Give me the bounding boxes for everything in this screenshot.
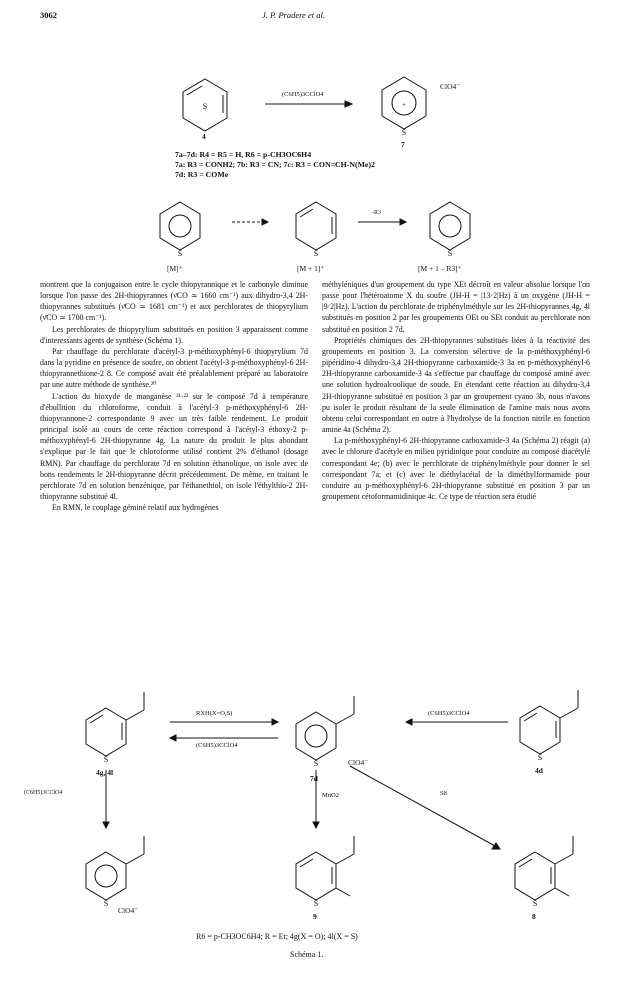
scheme-legend: R6 = p-CH3OC6H4; R = Et; 4g(X = O); 4l(X = S): [196, 932, 358, 941]
definition-line: 7d: R3 = COMe: [175, 170, 229, 179]
paragraph: La p-méthoxyphényl-6 2H-thiopyranne carboxamide-3 4a (Schéma 2) réagit (a) avec le chlorure d'acétyle en milieu pyridinique pour conduire au composé diacétylé correspondant 4e; (b) avec le perchlorate de triphénylméthyle pour donner le sel correspondant 7a; et (c) avec le diéthylacétal de la diméthylformamide pour conduire au p-méthoxyphényl-6 2H-thiopyranne substitué en position 3 par un groupement cétoformamidinique 4c. Ce type de réaction sera étudié: [322, 436, 590, 501]
svg-text:S: S: [532, 899, 538, 908]
svg-text:S: S: [313, 759, 319, 768]
svg-text:S: S: [401, 128, 407, 137]
label-7: 7: [401, 140, 405, 149]
paragraph: montrent que la conjugaison entre le cycle thiopyrannique et le carbonyle diminue lorsque l'on passe des 2H-thiopyrannes (ν̄CO ≃ 1660 cm⁻¹) aux dihydro-3,4 2H-thiopyrannes substitués (ν̄CO ≃ 1681 cm⁻¹) et aux perchlorates de thiopyrylium (ν̄CO ≃ 1700 cm⁻¹).: [40, 280, 308, 323]
left-column: [40, 279, 308, 513]
svg-text:S: S: [313, 249, 319, 258]
label-8: 8: [532, 912, 536, 921]
structure-4g4l: [86, 692, 144, 756]
structure-4d: [520, 690, 578, 754]
label-7d: 7d: [310, 774, 318, 783]
compound-definitions: [175, 150, 375, 180]
label-4: 4: [202, 132, 206, 141]
label-4g4l: 4g, 4l: [96, 768, 114, 777]
svg-text:S: S: [103, 899, 109, 908]
structure-8: [515, 836, 573, 900]
reagent-s8: S8: [440, 790, 447, 797]
structure-4g-product: [86, 836, 144, 900]
scheme-caption: Schéma 1.: [290, 950, 324, 959]
svg-text:S: S: [202, 102, 208, 111]
ms-step: -R3: [372, 210, 381, 216]
structure-7d: [296, 696, 354, 760]
right-column: [322, 279, 590, 502]
page-number: 3062: [40, 10, 57, 20]
top-perchlorate: ClO4⁻: [440, 82, 461, 91]
structure-M1R: [430, 202, 470, 250]
reagent-mno2: MnO2: [322, 792, 339, 799]
running-header: J. P. Pradere et al.: [262, 10, 326, 20]
svg-text:S: S: [103, 755, 109, 764]
ms-label-M1: [M + 1]⁺: [297, 264, 325, 273]
definition-line: 7a–7d: R4 = R5 = H, R6 = p-CH3OC6H4: [175, 150, 312, 159]
paragraph: Propriétés chimiques des 2H-thiopyrannes substitués liées à la réactivité des groupements en position 3. La conversion sélective de la p-méthoxyphényl-6 pipéridino-4 dihydro-3,4 2H-thiopyranne carboxamide-3 3a en p-méthoxyphényl-6 2H-thiopyranne carboxamide-3 4a s'effectue par chauffage du composé aminé avec une solution hydroalcoolique de soude. En étendant cette réaction au dihydro-3,4 2H-thiopyranne substitué en position 3 par un groupement cyano 3b, nous n'avons pu isoler le produit résultant de la seule élimination de l'amine mais nous avons obtenu celui correspondant en outre à l'hydrolyse de la fonction nitrile en fonction amine 4a (Schéma 2).: [322, 335, 590, 435]
structure-M1: [296, 202, 336, 250]
top-reagent: (C6H5)3CClO4: [282, 91, 324, 98]
label-9: 9: [313, 912, 317, 921]
ms-label-M1R: [M + 1 – R3]⁺: [418, 264, 462, 273]
ms-label-M: [M]⁺: [167, 264, 183, 273]
paragraph: Les perchlorates de thiopyrylium substitués en position 3 apparaissent comme d'interessants agents de synthèse (Schéma 1).: [40, 324, 308, 345]
svg-text:S: S: [177, 249, 183, 258]
svg-text:S: S: [313, 899, 319, 908]
perchlorate-7d: ClO4⁻: [348, 758, 369, 767]
reagent-rxh: RXH(X=O,S): [196, 710, 233, 717]
svg-text:S: S: [447, 249, 453, 258]
paragraph: méthyléniques d'un groupement du type XEt décroît en valeur absolue lorsque l'on passe pour l'hétéroatome X du soufre (JH-H = |13·2|Hz) à un oxygène (JH-H = |9·2|Hz). L'action du perchlorate de triphénylméthyle sur les 2H-thiopyrannes 4g, 4l substitués en position 2 par les groupements OEt ou SEt conduit au perchlorate non substitué en position 2 7d.: [322, 280, 590, 334]
paragraph: Par chauffage du perchlorate d'acétyl-3 p-méthoxyphényl-6 thiopyrylium 7d dans la pyridine en présence de soufre, on obtient l'acétyl-3 p-méthoxyphényl-6 2H-thiopyrannethione-2 8. Ce composé avait été préalablement préparé au laboratoire par une autre méthode de synthèse.²⁰: [40, 346, 308, 390]
structure-M: [160, 202, 200, 250]
definition-line: 7a: R3 = CONH2; 7b: R3 = CN; 7c: R3 = CON=CH-N(Me)2: [175, 160, 375, 169]
svg-text:S: S: [537, 753, 543, 762]
reagent-trityl-left: (C6H5)3CClO4: [196, 742, 238, 749]
label-4d: 4d: [535, 766, 543, 775]
paragraph: En RMN, le couplage géminé relatif aux hydrogènes: [52, 503, 219, 513]
structure-9: [296, 836, 354, 900]
reagent-trityl-right: (C6H5)3CClO4: [428, 710, 470, 717]
paragraph: L'action du bioxyde de manganèse ²¹·²² sur le composé 7d à température d'ébullition du chloroforme, conduit à l'acétyl-3 p-méthoxyphényl-6 2H-thiopyrannone-2 correspondante 9 avec un très faible rendement. Le produit principal isolé au cours de cette réaction correspond à l'acétyl-3 éthoxy-2 p-méthoxyphényl-6 2H-thiopyranne 4g. La nature du produit le plus abondant s'explique par le fait que le chloroforme utilisé contient 2% d'éthanol (dosage RMN). Par chauffage du perchlorate 7d en solution éthanolique, on isole avec de bons rendements le 2H-thiopyranne décrit précédemment. De même, en traitant le perchlorate 7d en solution benzénique, par l'éthanethiol, on isole l'éthylthio-2 2H-thiopyranne substitué 4l.: [40, 391, 308, 501]
perchlorate-4g: ClO4⁻: [118, 906, 139, 915]
reagent-trityl-down: (C6H5)3CClO4: [24, 790, 63, 796]
svg-text:+: +: [402, 101, 406, 109]
